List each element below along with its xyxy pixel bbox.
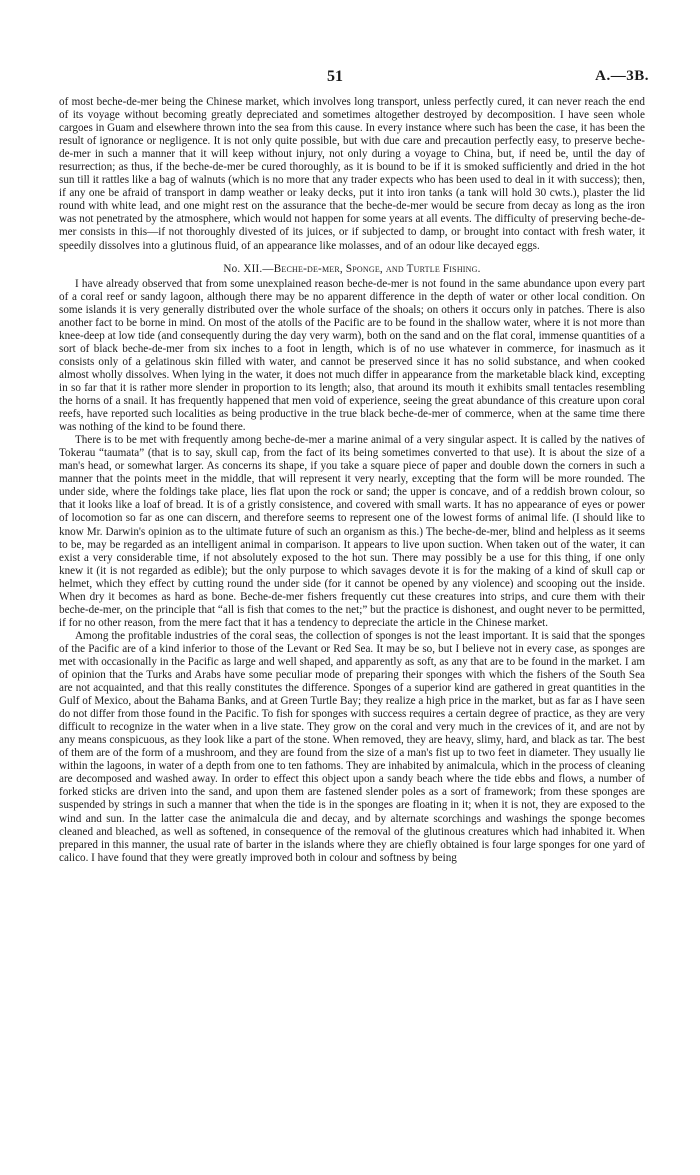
continuation-paragraph: of most beche-de-mer being the Chinese market, which involves long transport, unless perfectly cured, it can never reach the end of its voyage without becoming greatly depreciated and sometimes altogether destroyed by decomposition. I have seen whole cargoes in Guam and elsewhere thrown into the sea from this cause. In every instance where such has been the case, it has been the result of ignorance or negligence. It is not only quite possible, but with due care and precaution perfectly easy, to preserve beche-de-mer in such a manner that it will keep without injury, not only during a voyage to China, but, if need be, until the day of resurrection; as thus, if the beche-de-mer be cured thoroughly, as it is bound to be if it is smoked sufficiently and dried in the hot sun till it rattles like a bag of walnuts (which is no more that any trader expects who has been used to deal in it with success); then, if any one be afraid of transport in damp weather or leaky decks, put it into iron tanks (a tank will hold 30 cwts.), plaster the lid round with white lead, and one might rest on the assurance that the beche-de-mer would be secure from decay as long as the iron was not penetrated by the atmosphere, which would not happen for some years at all events. The difficulty of preserving beche-de-mer consists in this—if not thoroughly divested of its juices, or if subjected to damp, or brought into contact with fresh water, it speedily dissolves into a glutinous fluid, of an appearance like molasses, and of an odour like decayed eggs. [59, 96, 645, 252]
paragraph-3: Among the profitable industries of the coral seas, the collection of sponges is not the least important. It is said that the sponges of the Pacific are of a kind inferior to those of the Levant or Red Sea. It may be so, but I believe not in every case, as sponges are met with occasionally in the Pacific as large and well shaped, and apparently as soft, as any that are to be found in the market. I am of opinion that the Turks and Arabs have some peculiar mode of preparing their sponges with which the fishers of the South Sea are not acquainted, and that this really constitutes the difference. Sponges of a superior kind are gathered in great quantities in the Gulf of Mexico, about the Bahama Banks, and at Green Turtle Bay; they realize a high price in the market, but as far as I have seen do not differ from those found in the Pacific. To fish for sponges with success requires a certain degree of practice, as they are very difficult to recognize in the water when in a live state. They grow on the coral and very much in the crevices of it, and are not by any means conspicuous, as they look like a part of the stone. When removed, they are heavy, slimy, hard, and black as tar. The best of them are of the form of a mushroom, and they are found from the size of a man's fist up to two feet in diameter. They usually lie within the lagoons, in water of a depth from one to ten fathoms. They are inhabited by animalcula, which in the process of cleaning are decomposed and washed away. In order to effect this object upon a sandy beach where the tide ebbs and flows, a number of forked sticks are driven into the sand, and upon them are fastened slender poles as a sort of framework; from these sponges are suspended by strings in such a manner that when the tide is in the sponges are floating in it; when it is not, they are exposed to the wind and sun. In the latter case the animalcula die and decay, and by alternate scorchings and washings the sponge becomes cleaned and bleached, as well as softened, in consequence of the removal of the glutinous creatures which had inhabited it. When prepared in this manner, the usual rate of barter in the islands where they are chiefly obtained is four large sponges for one yard of calico. I have found that they were greatly improved both in colour and softness by being [59, 629, 645, 864]
paragraph-1: I have already observed that from some unexplained reason beche-de-mer is not found in the same abundance upon every part of a coral reef or sandy lagoon, although there may be no apparent difference in the depth of water or other local condition. On some islands it is very generally distributed over the whole surface of the shoals; on others it occurs only in patches. There is also another fact to be borne in mind. On most of the atolls of the Pacific are to be found in the shallow water, where it is not more than knee-deep at low tide (and consequently during the day very warm), both on the sand and on the flat coral, immense quantities of a sort of black beche-de-mer from six inches to a foot in length, which is of no use whatever in commerce, for inasmuch as it consists only of a gelatinous skin filled with water, and cannot be preserved since it has no solid substance, and when cooked almost wholly dissolves. When lying in the water, it does not much differ in appearance from the marketable black kind, excepting in so far that it is rather more slender in proportion to its length; also, that around its mouth it exhibits small tentacles resembling the horns of a snail. It has frequently happened that men void of experience, seeing the great abundance of this creature upon coral reefs, have reported such localities as being productive in the true black beche-de-mer of commerce, when at the same time there was nothing of the kind to be found there. [59, 277, 645, 434]
page-number: 51 [327, 68, 343, 85]
body-text [59, 96, 645, 865]
paper-reference: A.—3B. [595, 68, 649, 84]
section-heading [59, 263, 645, 276]
document-page [59, 0, 649, 865]
section-title: Beche-de-mer, Sponge, and Turtle Fishing. [273, 262, 481, 275]
section-number: No. XII.— [223, 262, 274, 275]
paragraph-2: There is to be met with frequently among beche-de-mer a marine animal of a very singular aspect. It is called by the natives of Tokerau “taumata” (that is to say, skull cap, from the fact of its being sometimes converted to that use). It is about the size of a man's head, or somewhat larger. As concerns its shape, if you take a square piece of paper and double down the corners in such a manner that the points meet in the middle, that will represent it very nearly, excepting that the form will be more rounded. The under side, where the foldings take place, lies flat upon the rock or sand; the upper is concave, and of a reddish brown colour, so that it looks like a loaf of bread. It is of a gristly consistence, and covered with small warts. It has no appearance of eyes or power of locomotion so far as one can discern, and therefore seems to represent one of the lowest forms of animal life. (I should like to know Mr. Darwin's opinion as to the ultimate future of such an organism as this.) The beche-de-mer, blind and helpless as it seems to be, may be regarded as an intelligent animal in comparison. It appears to live upon suction. When taken out of the water, it can exist a very considerable time, if not absolutely exposed to the hot sun. There may possibly be a use for this thing, if one only knew it (it is not regarded as edible); but the only purpose to which savages devote it is for the making of a kind of skull cap or helmet, which they effect by cutting round the under side (for it cannot be opened by any violence) and scooping out the inside. When dry it becomes as hard as bone. Beche-de-mer fishers frequently cut these creatures into strips, and cure them with their beche-de-mer, on the principle that “all is fish that comes to the net;” but the practice is dishonest, and ought never to be permitted, if for no other reason, from the mere fact that it has a tendency to depreciate the article in the Chinese market. [59, 434, 645, 629]
page-header [59, 0, 649, 96]
